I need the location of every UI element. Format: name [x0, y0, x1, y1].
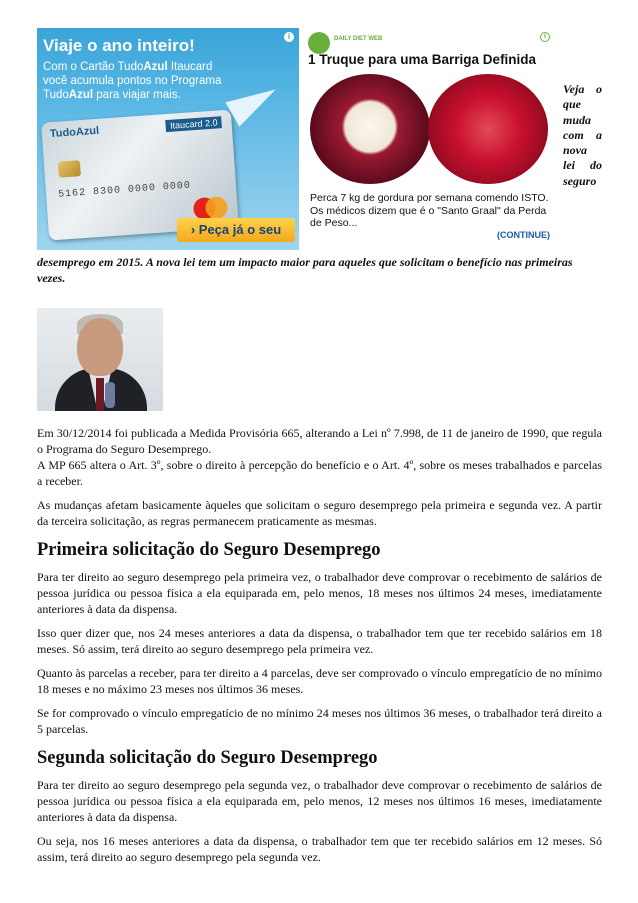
diet-logo-icon — [308, 32, 330, 54]
document-page — [37, 28, 602, 865]
section-heading: Segunda solicitação do Seguro Desemprego — [37, 748, 378, 768]
fruit-image — [428, 74, 548, 184]
credit-card-ad[interactable] — [37, 28, 299, 250]
paragraph: As mudanças afetam basicamente àqueles que solicitam o seguro desemprego pela primeira e segunda vez. A partir da terceira solicitação, as regras permanecem praticamente as mesmas. — [37, 498, 602, 528]
ad-info-icon[interactable]: i — [540, 32, 550, 42]
ad-headline: Viaje o ano inteiro! — [43, 36, 195, 55]
paragraph: Para ter direito ao seguro desemprego pela primeira vez, o trabalhador deve comprovar o recebimento de salários de pessoa jurídica ou pessoa física a ela equiparada em, pelo menos, 18 meses nos últimos 24 meses, imediatamente anteriores à data da dispensa. — [37, 570, 602, 616]
ad-logo-text: DAILY DIET WEB — [334, 36, 383, 42]
card-chip-icon — [58, 160, 81, 177]
ad-body-text: Perca 7 kg de gordura por semana comendo ISTO. Os médicos dizem que é o "Santo Graal" da Perda de Peso... — [310, 192, 549, 229]
article-photo — [37, 308, 163, 411]
diet-ad[interactable] — [304, 28, 554, 250]
ad-headline: 1 Truque para uma Barriga Definida — [308, 52, 537, 67]
section-heading: Primeira solicitação do Seguro Desemprego — [37, 540, 381, 560]
card-bank: Itaucard 2.0 — [166, 116, 222, 132]
paragraph: A MP 665 altera o Art. 3º, sobre o direito à percepção do benefício e o Art. 4º, sobre os meses trabalhados e parcelas a receber. — [37, 458, 602, 488]
paragraph: Para ter direito ao seguro desemprego pela segunda vez, o trabalhador deve comprovar o recebimento de salários de pessoa jurídica ou pessoa física a ela equiparada em, pelo menos, 12 meses nos últimos 16 meses, imediatamente anteriores à data da dispensa. — [37, 778, 602, 824]
paragraph: Ou seja, nos 16 meses anteriores a data da dispensa, o trabalhador tem que ter recebido salários em 12 meses. Só assim, terá direito ao seguro desemprego pela segunda vez. — [37, 834, 602, 864]
paragraph: Quanto às parcelas a receber, para ter direito a 4 parcelas, deve ser comprovado o vínculo empregatício de no mínimo 18 meses e no máximo 23 meses nos últimos 36 meses. — [37, 666, 602, 696]
article-intro-side: Veja o que muda com a nova lei do seguro — [563, 82, 602, 188]
ad-subtext: Com o Cartão TudoAzul Itaucard você acumula pontos no Programa TudoAzul para viajar mais. — [43, 61, 222, 101]
paragraph: Isso quer dizer que, nos 24 meses anteriores a data da dispensa, o trabalhador tem que ter recebido salários em 18 meses. Só assim, terá direito ao seguro desemprego pela primeira vez. — [37, 626, 602, 656]
card-number: 5162 8300 0000 0000 — [57, 180, 192, 201]
card-brand: TudoAzul — [49, 124, 100, 141]
ad-info-icon[interactable]: i — [284, 32, 294, 42]
fruit-image — [310, 74, 430, 184]
paragraph: Em 30/12/2014 foi publicada a Medida Provisória 665, alterando a Lei nº 7.998, de 11 de janeiro de 1990, que regula o Programa do Seguro Desemprego. — [37, 426, 602, 456]
ad-continue-link[interactable]: (CONTINUE) — [497, 230, 550, 240]
microphone-icon — [105, 382, 115, 408]
article-lead: desemprego em 2015. A nova lei tem um impacto maior para aqueles que solicitam o benefício nas primeiras vezes. — [37, 255, 573, 285]
mastercard-logo-icon — [193, 196, 228, 220]
paragraph: Se for comprovado o vínculo empregatício de no mínimo 24 meses nos últimos 36 meses, o trabalhador terá direito a 5 parcelas. — [37, 706, 602, 736]
ad-row — [37, 28, 602, 252]
ad-cta-button[interactable]: › Peça já o seu — [177, 218, 295, 242]
